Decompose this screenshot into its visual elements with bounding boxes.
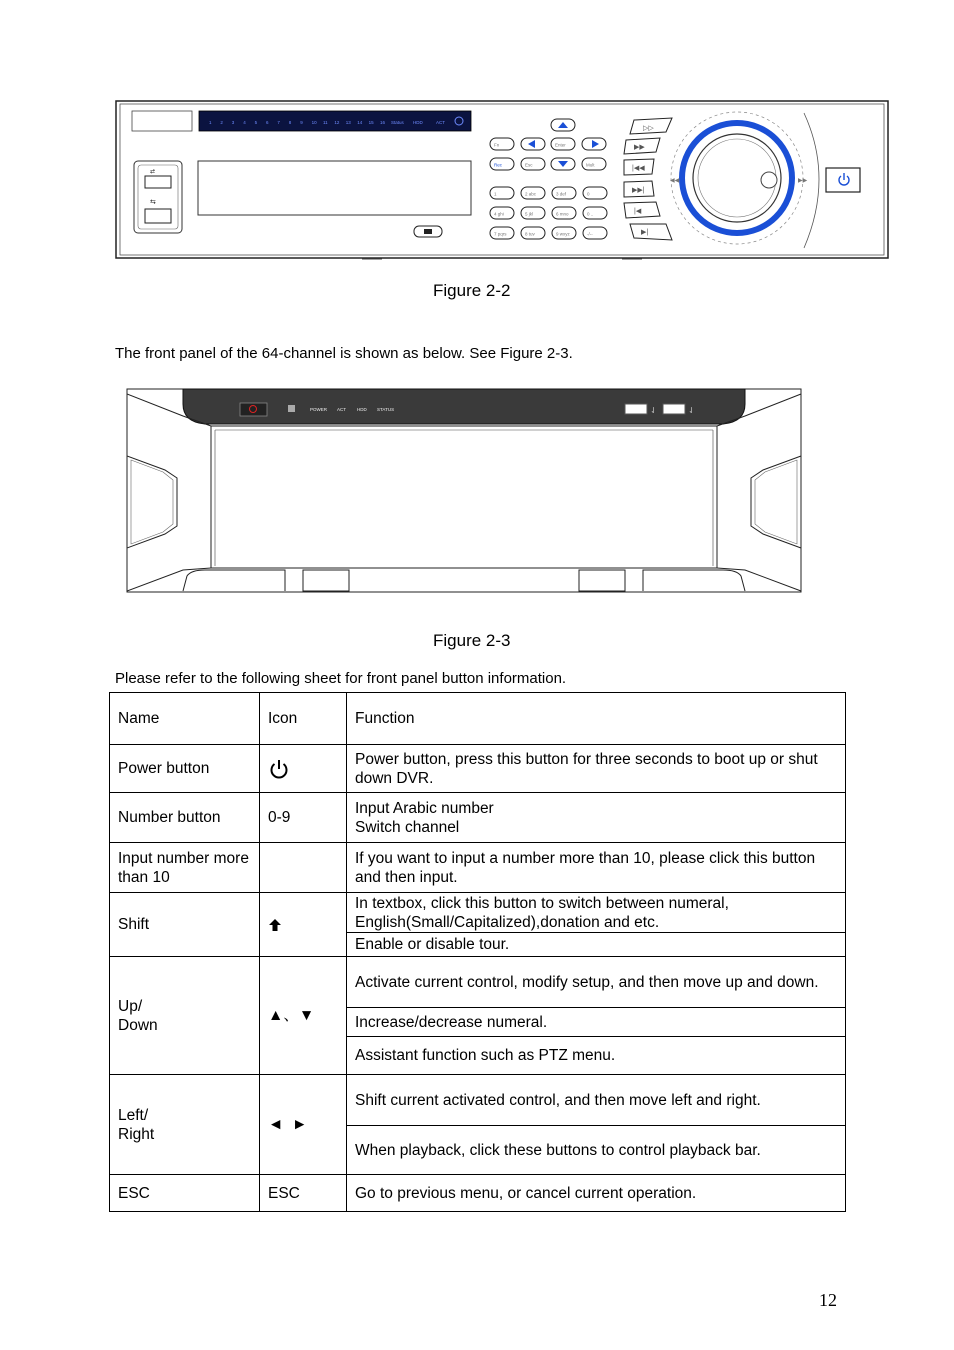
svg-text:◀◀: ◀◀	[670, 178, 680, 184]
shift-arrow-icon	[268, 918, 282, 932]
indicator-label: STATUS	[377, 407, 395, 412]
table-row	[110, 1175, 846, 1212]
channel-number-label: 16	[380, 120, 386, 125]
svg-text:▶▶: ▶▶	[634, 144, 645, 151]
row-name: ESC	[110, 1175, 260, 1212]
keypad-key-label: 7 pqrs	[494, 231, 507, 237]
row-name: Number button	[110, 793, 260, 843]
row-icon	[260, 893, 347, 957]
keypad-key-label: 9 wxyz	[556, 231, 570, 237]
svg-text:▶▶: ▶▶	[798, 178, 808, 184]
channel-number-label: 15	[368, 120, 374, 125]
row-icon	[260, 745, 347, 793]
svg-text:⇆: ⇆	[150, 199, 156, 206]
row-function: Increase/decrease numeral.	[347, 1008, 846, 1037]
svg-text:|◀◀: |◀◀	[632, 165, 645, 172]
row-function: Activate current control, modify setup, and then move up and down.	[347, 957, 846, 1008]
indicator-label: ACT	[337, 407, 346, 412]
row-name: Shift	[110, 893, 260, 957]
channel-number-label: 2	[220, 120, 223, 125]
keypad-key-label: Mult	[586, 162, 595, 168]
row-icon-text: ▲、▼	[260, 957, 347, 1075]
row-function: Go to previous menu, or cancel current operation.	[347, 1175, 846, 1212]
power-icon	[268, 758, 290, 780]
svg-text:|◀: |◀	[634, 208, 642, 215]
keypad-key-label: -/--	[587, 231, 593, 237]
row-name: Up/ Down	[110, 957, 260, 1075]
table-row	[110, 957, 846, 1008]
channel-number-label: 12	[334, 120, 340, 125]
row-icon-text	[260, 843, 347, 893]
row-function: If you want to input a number more than 10, please click this button and then input.	[347, 843, 846, 893]
row-name: Power button	[110, 745, 260, 793]
keypad-key-label: 8 tuv	[525, 231, 535, 237]
keypad-key-label: 0	[587, 191, 590, 197]
table-row	[110, 843, 846, 893]
svg-text:▷▷: ▷▷	[643, 125, 654, 132]
keypad-key-label: Enter	[555, 142, 566, 148]
channel-number-label: 7	[277, 120, 280, 125]
table-row	[110, 745, 846, 793]
channel-number-label: 10	[311, 120, 317, 125]
svg-text:▶|: ▶|	[641, 229, 649, 236]
row-function: Shift current activated control, and then move left and right.	[347, 1075, 846, 1126]
row-function: In textbox, click this button to switch between numeral, English(Small/Capitalized),donation and etc.	[347, 893, 846, 933]
table-header-row	[110, 693, 846, 745]
svg-text:▶▶|: ▶▶|	[632, 187, 645, 194]
status-label: Status	[391, 120, 404, 125]
channel-number-label: 11	[323, 120, 328, 125]
header-name: Name	[110, 693, 260, 745]
keypad-key-label: 4 ghi	[494, 211, 504, 217]
row-function: Assistant function such as PTZ menu.	[347, 1037, 846, 1075]
channel-number-label: 14	[357, 120, 363, 125]
row-function: Enable or disable tour.	[347, 933, 846, 957]
figure-2-2-front-panel	[114, 98, 892, 262]
keypad-key-label: Esc	[525, 162, 533, 168]
keypad-key-label: 1	[494, 191, 497, 197]
indicator-label: HDD	[357, 407, 367, 412]
channel-number-label: 3	[231, 120, 235, 125]
figure-2-3-caption: Figure 2-3	[433, 631, 511, 650]
keypad-key-label: 0 ..	[587, 211, 594, 217]
page-number: 12	[819, 1290, 837, 1310]
sheet-intro-paragraph: Please refer to the following sheet for front panel button information.	[115, 670, 567, 687]
row-icon-text: ◄ ►	[260, 1075, 347, 1175]
channel-number-label: 9	[300, 120, 303, 125]
header-icon: Icon	[260, 693, 347, 745]
row-name: Left/ Right	[110, 1075, 260, 1175]
status-label: ACT	[436, 120, 445, 125]
svg-text:⇄: ⇄	[150, 169, 156, 175]
row-name: Input number more than 10	[110, 843, 260, 893]
channel-number-label: 8	[288, 120, 292, 125]
figure-2-3-front-panel	[125, 386, 805, 596]
keypad-key-label: 5 jkl	[525, 211, 534, 217]
keypad-key-label: 6 mno	[556, 211, 569, 217]
row-function: Power button, press this button for three seconds to boot up or shut down DVR.	[347, 745, 846, 793]
row-function: Input Arabic number Switch channel	[347, 793, 846, 843]
channel-number-label: 1	[209, 120, 212, 125]
indicator-label: POWER	[310, 407, 328, 412]
header-function: Function	[347, 693, 846, 745]
figure-2-2-caption: Figure 2-2	[433, 281, 511, 300]
svg-text:⇃: ⇃	[650, 406, 657, 415]
table-row	[110, 793, 846, 843]
button-info-table	[109, 692, 846, 1212]
intro-paragraph: The front panel of the 64-channel is shown as below. See Figure 2-3.	[115, 345, 573, 362]
keypad-key-label: 3 def	[556, 191, 567, 197]
svg-text:⇃: ⇃	[688, 406, 695, 415]
status-label: HDD	[413, 120, 423, 125]
table-row	[110, 1075, 846, 1126]
row-icon-text: 0-9	[260, 793, 347, 843]
channel-number-label: 4	[243, 120, 246, 125]
table-row	[110, 893, 846, 933]
channel-number-label: 5	[254, 120, 258, 125]
row-icon-text: ESC	[260, 1175, 347, 1212]
channel-number-label: 6	[266, 120, 269, 125]
row-function: When playback, click these buttons to control playback bar.	[347, 1126, 846, 1175]
keypad-key-label: 2 abc	[525, 191, 537, 197]
channel-number-label: 13	[345, 120, 351, 125]
keypad-key-label: Rec	[494, 162, 503, 168]
keypad-key-label: Fn	[494, 142, 500, 148]
